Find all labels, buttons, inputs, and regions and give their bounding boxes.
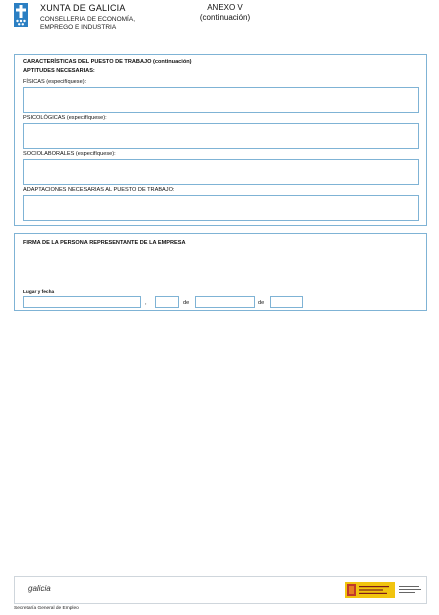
adaptations-field[interactable] xyxy=(23,195,419,221)
de-label-1: de xyxy=(183,300,190,306)
job-characteristics-section xyxy=(14,54,427,226)
comma-separator: , xyxy=(145,300,147,306)
sociolabor-field[interactable] xyxy=(23,159,419,185)
year-field[interactable] xyxy=(270,296,303,308)
annex-subtitle: (continuación) xyxy=(199,13,251,22)
section-title: CARACTERÍSTICAS DEL PUESTO DE TRABAJO (continuación) xyxy=(23,59,192,65)
month-field[interactable] xyxy=(195,296,255,308)
day-field[interactable] xyxy=(155,296,179,308)
annex-heading xyxy=(180,3,270,23)
signature-section xyxy=(14,233,427,311)
sociolabor-label: SOCIOLABORALES (especifíquese): xyxy=(23,151,116,157)
de-label-2: de xyxy=(258,300,265,306)
department-line-1: CONSELLERIA DE ECONOMÍA, xyxy=(40,16,135,23)
psychological-field[interactable] xyxy=(23,123,419,149)
annex-title: ANEXO V xyxy=(207,3,243,12)
xunta-cross-logo-icon xyxy=(14,3,28,27)
footer-secretaria: Secretaría General de Empleo xyxy=(14,606,79,611)
psychological-label: PSICOLÓGICAS (especifíquese): xyxy=(23,115,107,121)
department-line-2: EMPREGO E INDUSTRIA xyxy=(40,24,117,31)
organization-name: XUNTA DE GALICIA xyxy=(40,3,126,13)
adaptations-label: ADAPTACIONES NECESARIAS AL PUESTO DE TRABAJO: xyxy=(23,187,175,193)
spain-government-emblem-icon xyxy=(345,582,395,598)
physical-field[interactable] xyxy=(23,87,419,113)
place-date-label: Lugar y fecha xyxy=(23,290,55,295)
galicia-brand-mark: galicia xyxy=(28,584,51,593)
physical-label: FÍSICAS (especifíquese): xyxy=(23,79,87,85)
ministry-text-block-icon xyxy=(399,585,421,595)
signature-title: FIRMA DE LA PERSONA REPRESENTANTE DE LA EMPRESA xyxy=(23,240,186,246)
place-field[interactable] xyxy=(23,296,141,308)
department-name xyxy=(40,16,135,32)
section-subtitle: APTITUDES NECESARIAS: xyxy=(23,68,95,74)
